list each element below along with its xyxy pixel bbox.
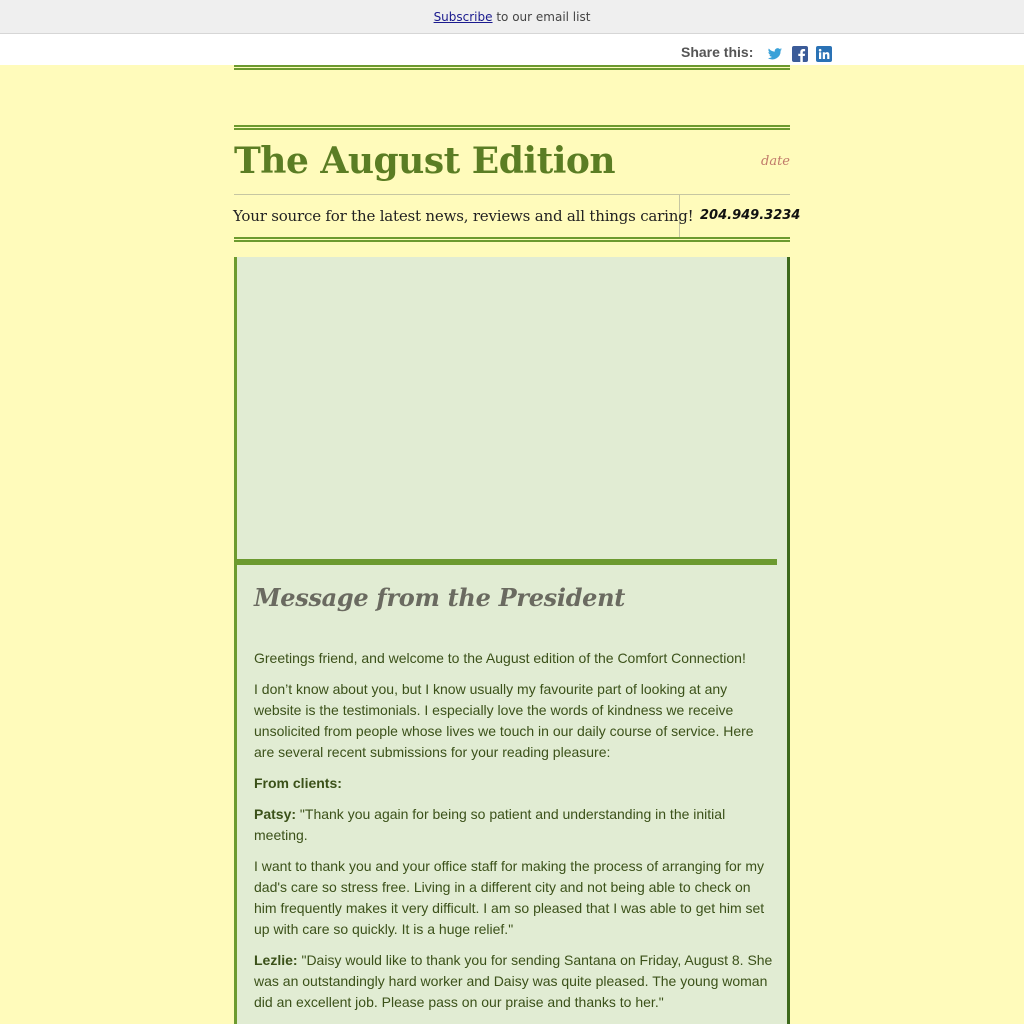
testimonial: Patsy: "Thank you again for being so patient and understanding in the initial meeting. [254,806,726,843]
article-paragraph: I don’t know about you, but I know usually my favourite part of looking at any website is the testimonials. I especially love the words of kindness we receive unsolicited from people whose lives we touch in our daily course of service. Here are several recent submissions for your reading pleasure: [254,681,754,760]
share-label: Share this: [681,44,754,60]
linkedin-icon[interactable] [816,46,832,62]
article-container [234,257,790,1024]
article-title: Message from the President [254,583,626,612]
tagline: Your source for the latest news, reviews and all things caring! [233,207,694,225]
subscribe-link[interactable]: Subscribe [433,10,493,24]
newsletter-title: The August Edition [234,140,616,182]
issue-date: date [761,154,790,169]
twitter-icon[interactable] [767,46,783,62]
phone-number: 204.949.3234 [700,208,801,223]
share-bar [0,34,1024,65]
testimonial: Lezlie: "Daisy would like to thank you for sending Santana on Friday, August 8. She was an outstandingly hard worker and Daisy was quite pleased. The young woman did an excellent job. Please pass on our praise and thanks to her." [254,952,773,1010]
clients-heading: From clients: [254,775,342,791]
facebook-icon[interactable] [792,46,808,62]
header-divider-bottom [234,237,790,242]
top-divider [234,65,790,70]
testimonial-author: Lezlie: [254,952,298,968]
header-rule [234,194,790,195]
testimonial-author: Patsy: [254,806,297,822]
article-paragraph: I want to thank you and your office staff for making the process of arranging for my dad's care so stress free. Living in a different city and not being able to check on him frequently makes it very difficult. I am so pleased that I was able to get him set up with care so quickly. It is a huge relief." [254,858,765,937]
hero-image-area [237,257,777,565]
subscribe-bar [0,0,1024,34]
article-paragraph: Greetings friend, and welcome to the August edition of the Comfort Connection! [254,650,746,666]
subscribe-text: to our email list [492,10,591,24]
header-divider-top [234,125,790,130]
article-body [254,648,774,1023]
